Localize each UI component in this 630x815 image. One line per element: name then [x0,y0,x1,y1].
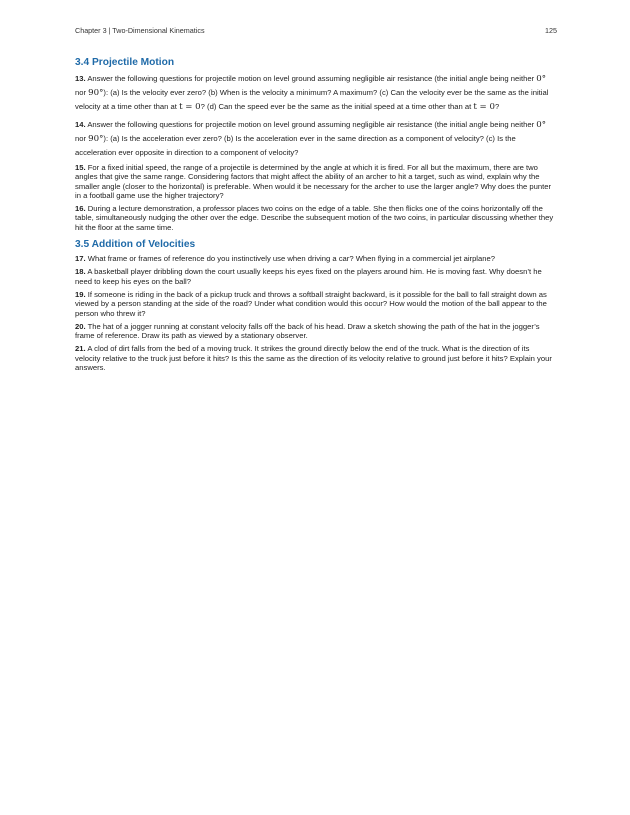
question-text: nor [75,88,89,97]
question-text: ): (a) Is the velocity ever zero? (b) When is the velocity a minimum? A maximum? (c) Can the velocity ever be the same as the initial velocity at a time other than at [75,88,549,111]
question-19 [75,290,557,318]
question-number: 15. [75,163,86,172]
question-13 [75,72,557,114]
question-text: The hat of a jogger running at constant velocity falls off the back of his head. Draw a sketch showing the path of the hat in the jogger’s frame of reference. Draw its path as viewed by a stationary observer. [75,321,540,341]
question-16 [75,204,557,232]
question-text: ? [494,102,500,111]
question-number: 16. [75,204,86,214]
question-text: Answer the following questions for projectile motion on level ground assuming negligible air resistance (the initial angle being neither [85,74,537,83]
page-content [75,57,557,376]
section-title-projectile-motion: 3.4 Projectile Motion [75,57,175,68]
question-text: Answer the following questions for projectile motion on level ground assuming negligible air resistance (the initial angle being neither [85,120,537,129]
math-expression: 90° [88,88,104,98]
question-14 [75,118,557,159]
math-expression: t = 0 [473,102,495,112]
math-expression: t = 0 [179,102,201,112]
question-number: 18. [75,267,86,277]
question-number: 13. [75,74,86,83]
math-expression: 0° [536,120,547,130]
question-text: A clod of dirt falls from the bed of a moving truck. It strikes the ground directly below the end of the truck. What is the direction of its velocity relative to the truck just before it hits? Is this the same as the direction of its velocity relative to ground just before it hits? Explain your answers. [75,344,552,373]
question-number: 21. [75,344,86,354]
question-18 [75,267,557,286]
question-text: For a fixed initial speed, the range of a projectile is determined by the angle at which it is fired. For all but the maximum, there are two angles that give the same range. Considering factors that might affect the ability of an archer to hit a target, such as wind, explain why the smaller angle (closer to the horizontal) is preferable. When would it be necessary for the archer to use the larger angle? Why does the punter in a football game use the higher trajectory? [75,163,552,200]
running-head: Chapter 3 | Two-Dimensional Kinematics [75,26,205,35]
math-expression: 90° [88,134,104,144]
page-header [75,26,557,35]
question-number: 20. [75,321,86,331]
question-text: During a lecture demonstration, a professor places two coins on the edge of a table. She then flicks one of the coins horizontally off the table, simultaneously nudging the other over the edge. Describe the subsequent motion of the two coins, in particular discussing whether they hit the floor at the same time. [75,204,554,232]
math-expression: 0° [536,74,547,84]
question-text: ? (d) Can the speed ever be the same as the initial speed at a time other than at [200,102,474,111]
question-17 [75,254,557,263]
question-text: ): (a) Is the acceleration ever zero? (b) Is the acceleration ever in the same direction as a component of velocity? (c) Is the acceleration ever opposite in direction to a component of velocity? [75,134,516,157]
question-number: 19. [75,289,86,299]
section-title-addition-of-velocities: 3.5 Addition of Velocities [75,239,196,251]
question-number: 14. [75,120,86,129]
question-20 [75,322,557,341]
question-text: If someone is riding in the back of a pickup truck and throws a softball straight backward, is it possible for the ball to fall straight down as viewed by a person standing at the side of the road? Under what condition would this occur? How would the motion of the ball appear to the person who threw it? [75,289,547,318]
question-text: nor [75,134,89,143]
question-15 [75,163,557,200]
question-number: 17. [75,254,86,264]
question-21 [75,344,557,372]
question-text: A basketball player dribbling down the court usually keeps his eyes fixed on the players around him. He is moving fast. Why doesn’t he need to keep his eyes on the ball? [75,267,542,286]
question-text: What frame or frames of reference do you instinctively use when driving a car? When flying in a commercial jet airplane? [85,254,496,264]
page-number: 125 [545,26,557,35]
